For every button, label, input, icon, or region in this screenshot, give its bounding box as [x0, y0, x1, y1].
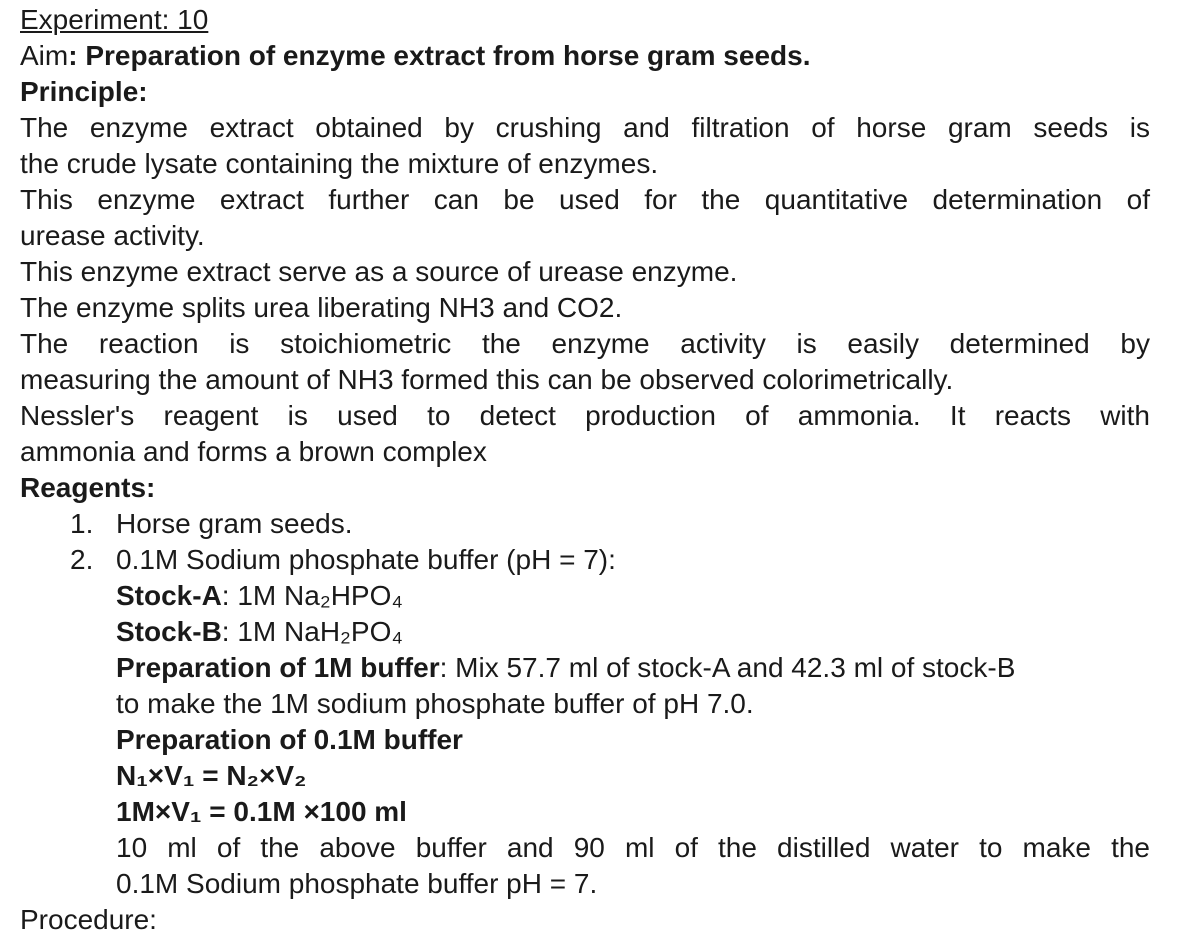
stock-a-line [20, 578, 1150, 614]
principle-line-5: This enzyme extract serve as a source of urease enzyme. [20, 256, 738, 287]
stock-b-label: Stock-B [116, 616, 222, 647]
reagent-number: 2. [70, 544, 94, 575]
reagent-number: 1. [70, 508, 94, 539]
reagent-item-1 [20, 506, 1150, 542]
formula-line-2: 1M×V₁ = 0.1M ×100 ml [116, 796, 407, 827]
principle-heading: Principle: [20, 76, 148, 107]
reagents-heading: Reagents: [20, 472, 156, 503]
principle-line-3: This enzyme extract further can be used for the quantitative determination of [20, 184, 1150, 215]
principle-line-9: Nessler's reagent is used to detect production of ammonia. It reacts with [20, 400, 1150, 431]
procedure-heading: Procedure: [20, 904, 157, 935]
principle-line-10: ammonia and forms a brown complex [20, 436, 487, 467]
aim-line [20, 38, 1150, 74]
dilution-line-2: 0.1M Sodium phosphate buffer pH = 7. [116, 868, 598, 899]
reagent-text: Horse gram seeds. [116, 508, 353, 539]
reagent-item-2 [20, 542, 1150, 578]
principle-line-7: The reaction is stoichiometric the enzyme activity is easily determined by [20, 328, 1150, 359]
stock-a-label: Stock-A [116, 580, 222, 611]
document-page [20, 2, 1150, 938]
experiment-title: Experiment: 10 [20, 4, 209, 35]
principle-line-4: urease activity. [20, 220, 205, 251]
prep-1m-line [20, 650, 1150, 686]
dilution-block [20, 830, 1150, 902]
dilution-line-1: 10 ml of the above buffer and 90 ml of the distilled water to make the [116, 832, 1150, 863]
prep-1m-text: : Mix 57.7 ml of stock-A and 42.3 ml of stock-B [439, 652, 1016, 683]
aim-label: Aim [20, 40, 69, 71]
principle-line-6: The enzyme splits urea liberating NH3 and CO2. [20, 292, 623, 323]
stock-a-text: : 1M Na₂HPO₄ [221, 580, 403, 611]
formula-line-1: N₁×V₁ = N₂×V₂ [116, 760, 307, 791]
principle-line-8: measuring the amount of NH3 formed this can be observed colorimetrically. [20, 364, 954, 395]
stock-b-line [20, 614, 1150, 650]
principle-line-2: the crude lysate containing the mixture of enzymes. [20, 148, 659, 179]
prep-1m-label: Preparation of 1M buffer [116, 652, 440, 683]
prep-1m-line-2: to make the 1M sodium phosphate buffer of pH 7.0. [116, 688, 754, 719]
principle-line-1: The enzyme extract obtained by crushing and filtration of horse gram seeds is [20, 112, 1150, 143]
reagent-text: 0.1M Sodium phosphate buffer (pH = 7): [116, 544, 616, 575]
prep-01m-heading: Preparation of 0.1M buffer [116, 724, 463, 755]
stock-b-text: : 1M NaH₂PO₄ [221, 616, 403, 647]
aim-text: : Preparation of enzyme extract from horse gram seeds. [68, 40, 811, 71]
